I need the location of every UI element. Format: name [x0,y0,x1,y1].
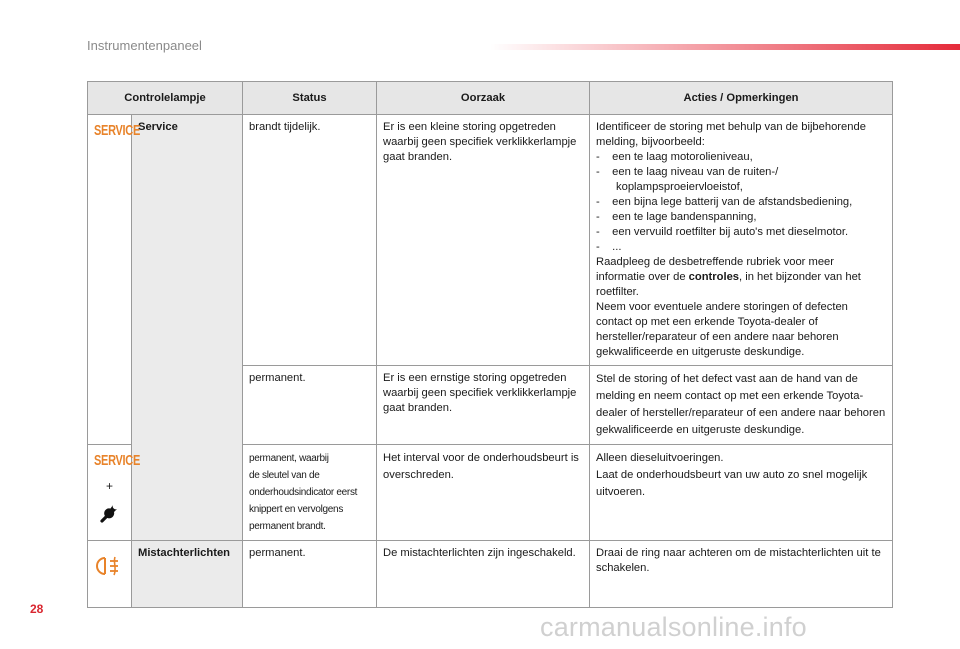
plus-sign: + [105,479,113,493]
service-wrench-icon-cell [88,445,140,541]
consult-link-controles: controles [688,271,740,283]
action-intro-line: melding, bijvoorbeeld: [596,136,705,148]
action-line: Alleen dieseluitvoeringen. [596,452,724,464]
action-cell [590,115,893,366]
status-cell [243,445,377,541]
list-item: - een te laag niveau van de ruiten-/ koplampsproeiervloeistof, [596,166,779,193]
status-line: permanent brandt. [249,521,326,532]
cause-cell: Het interval voor de onderhoudsbeurt is overschreden. [377,445,590,541]
cause-cell: Er is een kleine storing opgetreden waarbij geen specifiek verklikkerlampje gaat branden. [377,115,590,366]
watermark-text: carmanualsonline.info [540,612,807,642]
status-line: de sleutel van de [249,470,320,481]
action-cell: Draai de ring naar achteren om de mistachterlichten uit te schakelen. [590,541,893,608]
page-header-title: Instrumentenpaneel [87,38,202,53]
cause-cell: De mistachterlichten zijn ingeschakeld. [377,541,590,608]
column-header-controlelampje: Controlelampje [88,82,243,115]
table-header-row [88,82,893,115]
status-cell: brandt tijdelijk. [243,115,377,366]
action-intro-line: Identificeer de storing met behulp van de bijbehorende [596,121,866,133]
action-line: Laat de onderhoudsbeurt van uw auto zo snel mogelijk uitvoeren. [596,469,868,498]
consult-text-end: , in het bijzonder van het roetfilter. [596,271,861,298]
action-cell: Stel de storing of het defect vast aan de hand van de melding en neem contact op met een erkende Toyota-dealer of hersteller/reparateur of een andere naar behoren gekwalificeerde en uitgeruste deskundige. [590,366,893,445]
service-icon: SERVICE [94,122,140,139]
list-item: - een vervuild roetfilter bij auto's met dieselmotor. [596,226,849,238]
list-item: - een bijna lege batterij van de afstandsbediening, [596,196,853,208]
column-header-acties: Acties / Opmerkingen [590,82,893,115]
list-item: - een te laag motorolieniveau, [596,151,753,163]
wrench-icon [98,500,122,524]
status-cell: permanent. [243,366,377,445]
indicator-name-mistachterlichten: Mistachterlichten [132,541,243,608]
column-header-status: Status [243,82,377,115]
indicator-name-service: Service [132,115,243,541]
table-row [88,115,893,366]
list-item: - ... [596,241,622,253]
header-accent-bar [490,44,960,50]
column-header-oorzaak: Oorzaak [377,82,590,115]
warning-lights-table [87,81,893,608]
consult-text: Raadpleeg de desbetreffende rubriek voor meer informatie over de [596,256,834,283]
page-number: 28 [30,602,44,616]
list-item: - een te lage bandenspanning, [596,211,757,223]
cause-cell: Er is een ernstige storing opgetreden waarbij geen specifiek verklikkerlampje gaat branden. [377,366,590,445]
contact-paragraph: Neem voor eventuele andere storingen of defecten contact op met een erkende Toyota-dealer of hersteller/reparateur of een andere naar behoren gekwalificeerde en uitgeruste deskundige. [596,301,848,358]
status-cell: permanent. [243,541,377,608]
status-line: permanent, waarbij [249,453,329,464]
rear-fog-light-icon [96,554,124,578]
status-line: onderhoudsindicator eerst [249,487,358,498]
table-row [88,541,893,608]
status-line: knippert en vervolgens [249,504,344,515]
consult-paragraph [596,255,886,300]
service-icon-cell [88,115,140,445]
service-icon: SERVICE [94,452,140,469]
rear-fog-icon-cell [88,541,132,608]
action-cell [590,445,893,541]
